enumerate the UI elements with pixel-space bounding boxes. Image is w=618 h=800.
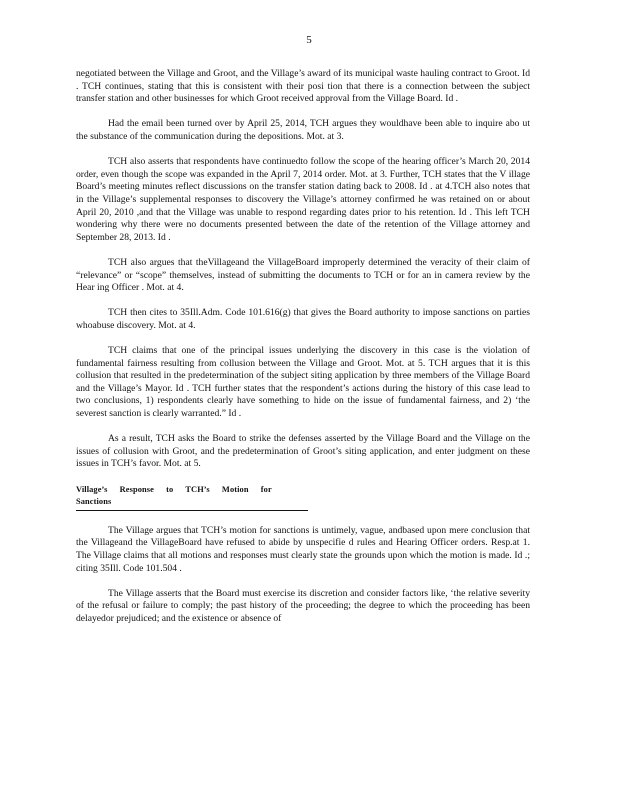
paragraph: Had the email been turned over by April 25, 2014, TCH argues they wouldhave been able to inquire abo ut the substance of the communication during the depositions. Mot. at 3. bbox=[76, 118, 530, 142]
paragraph: As a result, TCH asks the Board to strike the defenses asserted by the Village Board and the Village on the issues of collusion with Groot, and the predetermination of Groot’s siting application, and enter judgment on these issues in TCH’s favor. Mot. at 5. bbox=[76, 433, 530, 470]
page-number: 5 bbox=[306, 34, 312, 46]
paragraph: TCH claims that one of the principal issues underlying the discovery in this case is the violation of fundamental fairness resulting from collusion between the Village and Groot. Mot. at 5. TCH argues that it is this collusion that resulted in the predetermination of the subject siting application by three members of the Village Board and the Village’s Mayor. Id . TCH further states that the respondent’s actions during the history of this case lead to two conclusions, 1) respondents clearly have something to hide on the issue of fundamental fairness, and 2) ‘the severest sanction is clearly warranted.” Id . bbox=[76, 345, 530, 420]
section-heading: Village’s Response to TCH’s Motion for Sanctions bbox=[76, 484, 308, 511]
paragraph: TCH also asserts that respondents have continuedto follow the scope of the hearing officer’s March 20, 2014 order, even though the scope was expanded in the April 7, 2014 order. Mot. at 3. Further, TCH states that the V illage Board’s meeting minutes reflect discussions on the transfer station dating back to 2008. Id . at 4.TCH also notes that in the Village’s supplemental responses to discovery the Village’s attorney confirmed he was retained on or about April 20, 2010 ,and that the Village was unable to respond regarding dates prior to his retention. Id . This left TCH wondering why there were no documents presented between the date of the retention of the Village attorney and September 28, 2013. Id . bbox=[76, 156, 530, 243]
paragraph: The Village asserts that the Board must exercise its discretion and consider factors like, ‘the relative severity of the refusal or failure to comply; the past history of the proceeding; the degree to which the proceeding has been delayedor prejudiced; and the existence or absence of bbox=[76, 587, 530, 624]
document-body bbox=[76, 68, 530, 638]
paragraph: TCH then cites to 35Ill.Adm. Code 101.616(g) that gives the Board authority to impose sanctions on parties whoabuse discovery. Mot. at 4. bbox=[76, 307, 530, 331]
paragraph: TCH also argues that theVillageand the VillageBoard improperly determined the veracity of their claim of “relevance” or “scope” themselves, instead of submitting the documents to TCH or for an in camera review by the Hear ing Officer . Mot. at 4. bbox=[76, 256, 530, 294]
paragraph: negotiated between the Village and Groot, and the Village’s award of its municipal waste hauling contract to Groot. Id . TCH continues, stating that this is consistent with their posi tion that there is a connection between the subject transfer station and other businesses for which Groot received approval from the Village Board. Id . bbox=[76, 68, 530, 105]
paragraph: The Village argues that TCH’s motion for sanctions is untimely, vague, andbased upon mere conclusion that the Villageand the VillageBoard have refused to abide by unspecifie d rules and Hearing Officer orders. Resp.at 1. The Village claims that all motions and responses must clearly state the grounds upon which the motion is made. Id .; citing 35Ill. Code 101.504 . bbox=[76, 524, 530, 574]
